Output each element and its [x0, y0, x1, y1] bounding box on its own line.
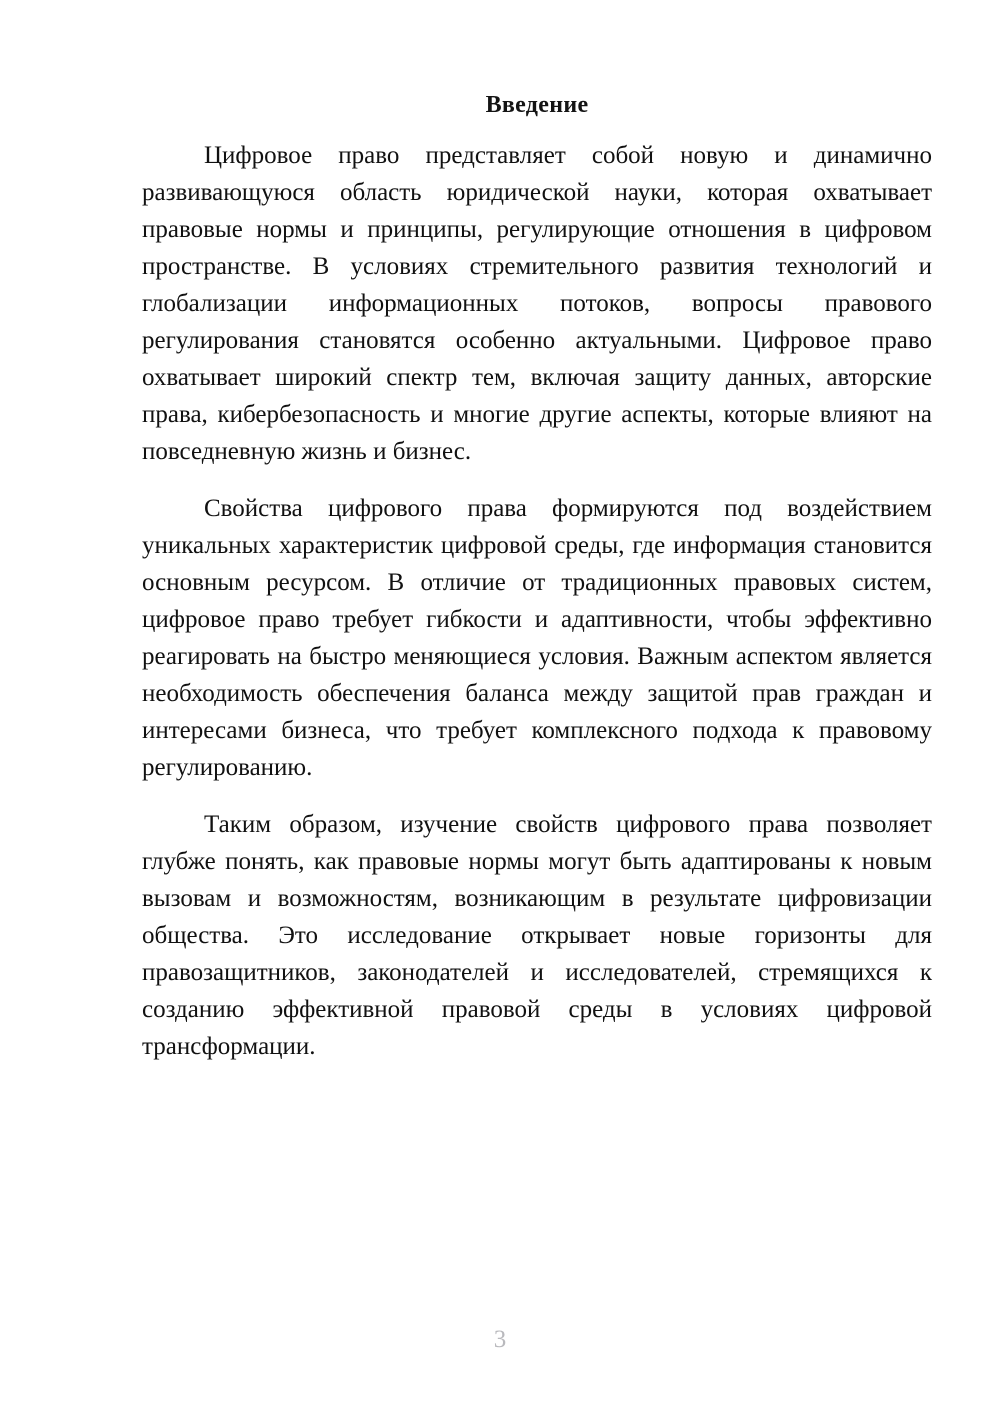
paragraph-1: Цифровое право представляет собой новую и динамично развивающуюся область юридической науки, которая охватывает правовые нормы и принципы, регулирующие отношения в цифровом пространстве. В условиях стремительного развития технологий и глобализации информационных потоков, вопросы правового регулирования становятся особенно актуальными. Цифровое право охватывает широкий спектр тем, включая защиту данных, авторские права, кибербезопасность и многие другие аспекты, которые влияют на повседневную жизнь и бизнес.	[142, 142, 932, 465]
paragraph-3: Таким образом, изучение свойств цифрового права позволяет глубже понять, как правовые нормы могут быть адаптированы к новым вызовам и возможностям, возникающим в результате цифровизации общества. Это исследование открывает новые горизонты для правозащитников, законодателей и исследователей, стремящихся к созданию эффективной правовой среды в условиях цифровой трансформации.	[142, 811, 932, 1060]
paragraph-2: Свойства цифрового права формируются под воздействием уникальных характеристик цифровой среды, где информация становится основным ресурсом. В отличие от традиционных правовых систем, цифровое право требует гибкости и адаптивности, чтобы эффективно реагировать на быстро меняющиеся условия. Важным аспектом является необходимость обеспечения баланса между защитой прав граждан и интересами бизнеса, что требует комплексного подхода к правовому регулированию.	[142, 495, 932, 781]
page-number: 3	[493, 1326, 507, 1353]
body-text	[142, 137, 932, 1065]
page-title: Введение	[485, 92, 589, 118]
page-content	[142, 0, 932, 1065]
